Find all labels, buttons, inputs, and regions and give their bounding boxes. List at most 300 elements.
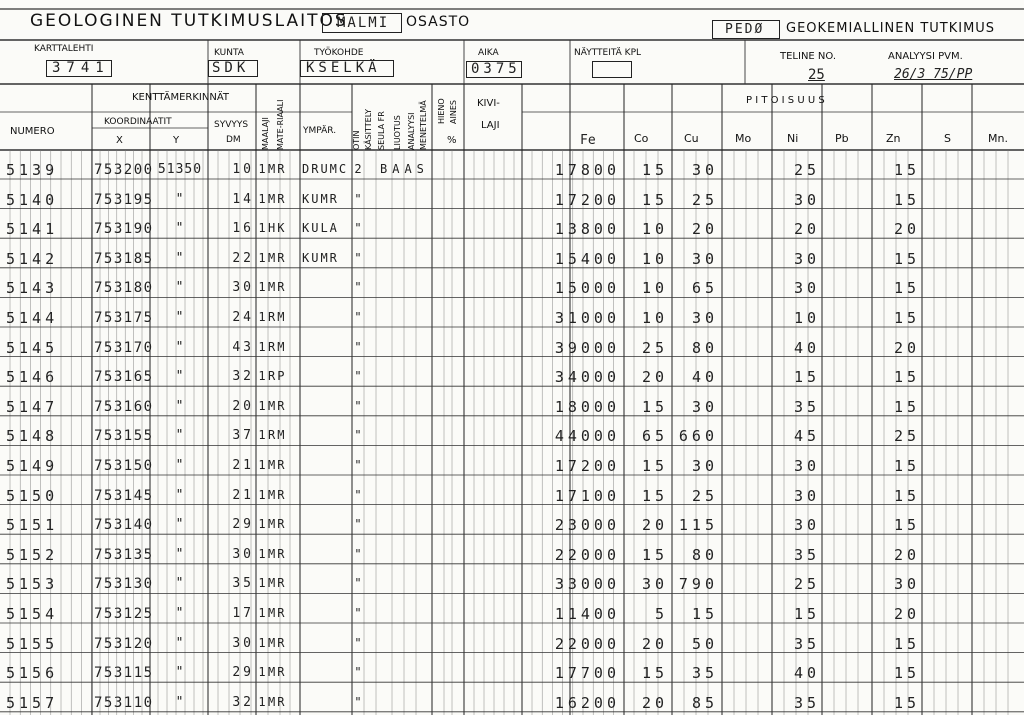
material: MR: [268, 635, 287, 650]
table-row: [0, 518, 1024, 536]
study-value: PEDØ: [725, 22, 765, 37]
maalaji: 1: [258, 191, 266, 206]
kunta-label: KUNTA: [214, 48, 244, 58]
ni-value: 10: [793, 309, 820, 327]
depth-dm: 20: [232, 398, 254, 414]
nayte-box: [592, 61, 632, 78]
dept-label: OSASTO: [406, 14, 471, 30]
depth-dm: 37: [232, 428, 254, 444]
study-label: GEOKEMIALLINEN TUTKIMUS: [786, 21, 996, 36]
coord-x: 753125: [94, 606, 154, 622]
depth-dm: 21: [232, 458, 254, 473]
dept-box: [322, 13, 402, 33]
cu-value: 115: [678, 516, 718, 535]
co-value: 15: [641, 457, 668, 475]
sample-number: 5153: [6, 575, 59, 594]
percent-header: %: [447, 135, 457, 146]
otin: ": [354, 458, 362, 472]
dm-header: DM: [226, 135, 241, 145]
zn-value: 15: [893, 309, 920, 327]
maalaji: 1: [258, 635, 266, 650]
cu-value: 20: [691, 220, 718, 239]
kivilaji-header-1: KIVI-: [477, 98, 500, 109]
coord-y: ": [175, 339, 185, 355]
coord-x: 753120: [94, 635, 154, 652]
otin: ": [354, 635, 362, 650]
environment: KULA: [302, 221, 339, 236]
otin: ": [354, 576, 362, 591]
treatment: BAAS: [380, 162, 429, 176]
koordinaatit-header: KOORDINAATIT: [104, 117, 172, 127]
co-value: 20: [641, 693, 668, 712]
material: RP: [268, 369, 287, 384]
sample-number: 5148: [6, 427, 59, 446]
seula-header: SEULA FR: [377, 111, 386, 150]
fe-value: 11400: [554, 605, 620, 623]
otin: ": [354, 546, 362, 561]
coord-x: 753160: [94, 398, 154, 415]
material: MR: [268, 458, 287, 472]
coord-x: 753195: [94, 191, 154, 208]
zn-value: 15: [893, 457, 920, 475]
cu-value: 790: [678, 575, 718, 594]
coord-x: 753115: [94, 665, 154, 682]
karttalehti-value: 3741: [52, 60, 110, 76]
depth-dm: 16: [232, 221, 254, 237]
study-box: [712, 20, 780, 39]
fe-value: 39000: [554, 338, 620, 357]
analyysi-label: ANALYYSI PVM.: [888, 51, 963, 62]
material: MR: [268, 517, 287, 532]
ni-value: 40: [793, 338, 820, 357]
sample-number: 5156: [6, 664, 59, 683]
depth-dm: 22: [232, 250, 254, 266]
depth-dm: 32: [232, 694, 254, 710]
fe-value: 17700: [554, 664, 620, 683]
maalaji: 1: [258, 250, 266, 265]
pitoisuus-header: P I T O I S U U S: [746, 95, 825, 106]
otin: ": [354, 339, 362, 354]
co-value: 15: [641, 545, 668, 564]
maalaji: 1: [258, 162, 266, 176]
zn-value: 15: [893, 279, 920, 298]
otin: ": [354, 517, 362, 532]
cu-value: 35: [691, 664, 718, 683]
kunta-value: SDK: [212, 60, 250, 76]
maalaji: 1: [258, 694, 266, 709]
sample-number: 5145: [6, 338, 59, 357]
depth-dm: 21: [232, 487, 254, 503]
depth-dm: 29: [232, 517, 254, 533]
co-value: 5: [654, 605, 668, 623]
co-value: 10: [641, 249, 668, 268]
depth-dm: 30: [232, 546, 254, 562]
ni-value: 35: [793, 397, 820, 416]
table-row: [0, 634, 1024, 655]
table-row: [0, 577, 1024, 595]
table-row: [0, 693, 1024, 714]
co-value: 20: [641, 634, 668, 653]
zn-value: 25: [893, 427, 920, 446]
hieno-header: HIENO: [437, 98, 446, 124]
material: MR: [268, 487, 287, 502]
cu-value: 40: [691, 368, 718, 387]
fe-value: 17100: [554, 486, 620, 505]
coord-x: 753200: [94, 162, 154, 178]
maalaji: 1: [258, 546, 266, 561]
teline-label: TELINE NO.: [780, 51, 837, 62]
zn-value: 15: [893, 161, 920, 179]
co-value: 15: [641, 397, 668, 416]
environment: KUMR: [302, 191, 339, 206]
co-value: 15: [641, 664, 668, 683]
otin: ": [354, 310, 362, 324]
ni-value: 45: [793, 427, 820, 446]
mn-header: Mn.: [988, 132, 1008, 145]
coord-x: 753155: [94, 428, 154, 445]
ni-value: 30: [793, 457, 820, 475]
zn-value: 20: [893, 220, 920, 239]
ni-value: 35: [793, 634, 820, 653]
co-value: 15: [641, 161, 668, 179]
fe-value: 15400: [554, 249, 620, 268]
sample-number: 5143: [6, 279, 59, 298]
cu-value: 80: [691, 338, 718, 357]
material: MR: [268, 191, 287, 206]
co-value: 30: [641, 575, 668, 594]
co-value: 25: [641, 338, 668, 357]
coord-y: ": [175, 369, 185, 385]
depth-dm: 14: [232, 191, 254, 207]
cu-value: 30: [691, 457, 718, 475]
otin: ": [354, 369, 362, 384]
co-value: 20: [641, 516, 668, 535]
coord-y: ": [175, 576, 185, 592]
coord-y: ": [175, 546, 185, 562]
coord-x: 753135: [94, 546, 154, 563]
co-value: 15: [641, 486, 668, 505]
zn-value: 20: [893, 605, 920, 623]
zn-value: 15: [893, 516, 920, 535]
ni-value: 30: [793, 279, 820, 298]
coord-x: 753140: [94, 517, 154, 534]
material: RM: [268, 339, 287, 354]
depth-dm: 24: [232, 310, 254, 325]
table-row: [0, 281, 1024, 299]
materiaali-header: MATE-RIAALI: [276, 99, 285, 150]
table-row: [0, 163, 1024, 181]
zn-value: 15: [893, 397, 920, 416]
cu-value: 25: [691, 190, 718, 209]
table-row: [0, 370, 1024, 388]
analyysi-value: 26/3 75/PP: [894, 67, 973, 82]
ni-value: 20: [793, 220, 820, 239]
coord-x: 753170: [94, 339, 154, 356]
material: MR: [268, 606, 287, 620]
table-row: [0, 459, 1024, 477]
fe-value: 23000: [554, 516, 620, 535]
coord-y: ": [175, 487, 185, 503]
coord-x: 753150: [94, 458, 154, 474]
zn-value: 15: [893, 486, 920, 505]
ni-header: Ni: [787, 132, 799, 145]
depth-dm: 35: [232, 576, 254, 592]
maalaji-header: MAALAJI: [261, 117, 270, 150]
otin-header: OTIN: [352, 130, 361, 150]
nayte-label: NÄYTTEITÄ KPL: [574, 48, 642, 58]
depth-dm: 10: [232, 162, 254, 177]
y-header: Y: [173, 135, 180, 146]
coord-x: 753130: [94, 576, 154, 593]
depth-dm: 17: [232, 606, 254, 621]
aika-label: AIKA: [478, 48, 499, 58]
ni-value: 30: [793, 486, 820, 505]
s-header: S: [944, 132, 951, 145]
sample-number: 5147: [6, 397, 59, 416]
table-row: [0, 190, 1024, 211]
material: MR: [268, 665, 287, 680]
cu-header: Cu: [684, 132, 699, 145]
table-row: [0, 222, 1024, 240]
material: MR: [268, 398, 287, 413]
sample-number: 5150: [6, 486, 59, 505]
sample-number: 5144: [6, 309, 59, 327]
ni-value: 15: [793, 605, 820, 623]
otin: ": [354, 280, 362, 295]
material: RM: [268, 310, 287, 324]
table-row: [0, 545, 1024, 566]
zn-value: 15: [893, 249, 920, 268]
fe-value: 17800: [554, 161, 620, 179]
sample-number: 5152: [6, 545, 59, 564]
table-row: [0, 249, 1024, 270]
fe-value: 22000: [554, 634, 620, 653]
ni-value: 40: [793, 664, 820, 683]
maalaji: 1: [258, 369, 266, 384]
coord-y: ": [175, 458, 185, 473]
maalaji: 1: [258, 428, 266, 443]
coord-x: 753180: [94, 280, 154, 297]
coord-y: ": [175, 428, 185, 444]
fe-header: Fe: [580, 133, 596, 148]
cu-value: 30: [691, 161, 718, 179]
fe-value: 31000: [554, 309, 620, 327]
sample-number: 5140: [6, 190, 59, 209]
kivilaji-header-2: LAJI: [481, 120, 500, 131]
numero-header: NUMERO: [10, 126, 55, 137]
coord-x: 753185: [94, 250, 154, 267]
co-value: 10: [641, 279, 668, 298]
maalaji: 1: [258, 398, 266, 413]
material: MR: [268, 576, 287, 591]
coord-y: ": [175, 606, 185, 621]
ni-value: 30: [793, 190, 820, 209]
table-row: [0, 311, 1024, 329]
kasittely-header: KÄSITTELY: [364, 109, 373, 150]
sample-number: 5139: [6, 161, 59, 179]
maalaji: 1: [258, 280, 266, 295]
fe-value: 16200: [554, 693, 620, 712]
zn-value: 15: [893, 368, 920, 387]
otin: ": [354, 398, 362, 413]
kenttamerkinnat-header: KENTTÄMERKINNÄT: [132, 92, 229, 103]
otin: 2: [354, 162, 362, 176]
ympar-header: YMPÄR.: [303, 126, 337, 136]
co-value: 10: [641, 309, 668, 327]
ni-value: 30: [793, 249, 820, 268]
coord-y: ": [175, 694, 185, 710]
material: RM: [268, 428, 287, 443]
depth-dm: 30: [232, 280, 254, 296]
sample-number: 5155: [6, 634, 59, 653]
ni-value: 25: [793, 161, 820, 179]
fe-value: 17200: [554, 457, 620, 475]
maalaji: 1: [258, 310, 266, 324]
maalaji: 1: [258, 487, 266, 502]
fe-value: 15000: [554, 279, 620, 298]
coord-y: ": [175, 635, 185, 651]
analyysi-header: ANALYYSI: [407, 112, 416, 150]
cu-value: 30: [691, 397, 718, 416]
fe-value: 18000: [554, 397, 620, 416]
maalaji: 1: [258, 458, 266, 472]
cu-value: 65: [691, 279, 718, 298]
table-row: [0, 607, 1024, 625]
zn-value: 15: [893, 664, 920, 683]
table-row: [0, 338, 1024, 359]
cu-value: 25: [691, 486, 718, 505]
coord-y: ": [175, 191, 185, 207]
zn-value: 15: [893, 190, 920, 209]
aines-header: AINES: [449, 100, 458, 124]
cu-value: 660: [678, 427, 718, 446]
environment: DRUMC: [302, 162, 349, 176]
otin: ": [354, 694, 362, 709]
aika-value: 0375: [471, 61, 521, 77]
fe-value: 22000: [554, 545, 620, 564]
table-row: [0, 429, 1024, 447]
coord-y: ": [175, 517, 185, 533]
coord-y: ": [175, 398, 185, 414]
coord-x: 753190: [94, 221, 154, 238]
table-row: [0, 397, 1024, 418]
co-header: Co: [634, 132, 649, 145]
maalaji: 1: [258, 665, 266, 680]
fe-value: 13800: [554, 220, 620, 239]
otin: ": [354, 250, 362, 265]
coord-y: ": [175, 221, 185, 237]
otin: ": [354, 487, 362, 502]
menetelma-header: MENETELMÄ: [419, 100, 428, 150]
mo-header: Mo: [735, 132, 752, 145]
tyokohde-label: TYÖKOHDE: [314, 48, 364, 58]
co-value: 10: [641, 220, 668, 239]
sample-number: 5151: [6, 516, 59, 535]
zn-value: 20: [893, 545, 920, 564]
maalaji: 1: [258, 576, 266, 591]
material: MR: [268, 250, 287, 265]
zn-value: 15: [893, 693, 920, 712]
liuotus-header: LIUOTUS: [393, 115, 402, 150]
otin: ": [354, 665, 362, 680]
otin: ": [354, 191, 362, 206]
coord-y: 51350: [157, 162, 203, 177]
material: MR: [268, 694, 287, 709]
pb-header: Pb: [835, 132, 849, 145]
table-row: [0, 486, 1024, 507]
cu-value: 80: [691, 545, 718, 564]
org-title: GEOLOGINEN TUTKIMUSLAITOS: [30, 11, 348, 31]
sample-number: 5146: [6, 368, 59, 387]
cu-value: 50: [691, 634, 718, 653]
co-value: 15: [641, 190, 668, 209]
material: MR: [268, 280, 287, 295]
co-value: 65: [641, 427, 668, 446]
sample-number: 5149: [6, 457, 59, 475]
maalaji: 1: [258, 517, 266, 532]
depth-dm: 29: [232, 665, 254, 681]
ni-value: 30: [793, 516, 820, 535]
sample-number: 5154: [6, 605, 59, 623]
ni-value: 25: [793, 575, 820, 594]
coord-y: ": [175, 250, 185, 266]
teline-value: 25: [808, 67, 825, 83]
fe-value: 34000: [554, 368, 620, 387]
dept-value: MALMI: [337, 15, 390, 31]
otin: ": [354, 428, 362, 443]
sample-number: 5157: [6, 693, 59, 712]
co-value: 20: [641, 368, 668, 387]
cu-value: 85: [691, 693, 718, 712]
zn-header: Zn: [886, 132, 901, 145]
cu-value: 15: [691, 605, 718, 623]
coord-x: 753165: [94, 369, 154, 386]
zn-value: 20: [893, 338, 920, 357]
coord-y: ": [175, 310, 185, 325]
maalaji: 1: [258, 221, 266, 236]
cu-value: 30: [691, 249, 718, 268]
table-row: [0, 666, 1024, 684]
zn-value: 30: [893, 575, 920, 594]
material: MR: [268, 546, 287, 561]
syvyys-header: SYVYYS: [214, 120, 249, 130]
sample-number: 5142: [6, 249, 59, 268]
coord-x: 753175: [94, 310, 154, 326]
sample-number: 5141: [6, 220, 59, 239]
x-header: X: [116, 135, 123, 146]
maalaji: 1: [258, 339, 266, 354]
material: MR: [268, 162, 287, 176]
material: HK: [268, 221, 287, 236]
coord-y: ": [175, 280, 185, 296]
otin: ": [354, 221, 362, 236]
ni-value: 35: [793, 693, 820, 712]
coord-x: 753145: [94, 487, 154, 504]
fe-value: 33000: [554, 575, 620, 594]
environment: KUMR: [302, 250, 339, 265]
zn-value: 15: [893, 634, 920, 653]
depth-dm: 43: [232, 339, 254, 355]
fe-value: 44000: [554, 427, 620, 446]
otin: ": [354, 606, 362, 620]
ni-value: 15: [793, 368, 820, 387]
cu-value: 30: [691, 309, 718, 327]
ni-value: 35: [793, 545, 820, 564]
maalaji: 1: [258, 606, 266, 620]
depth-dm: 32: [232, 369, 254, 385]
coord-y: ": [175, 665, 185, 681]
depth-dm: 30: [232, 635, 254, 651]
